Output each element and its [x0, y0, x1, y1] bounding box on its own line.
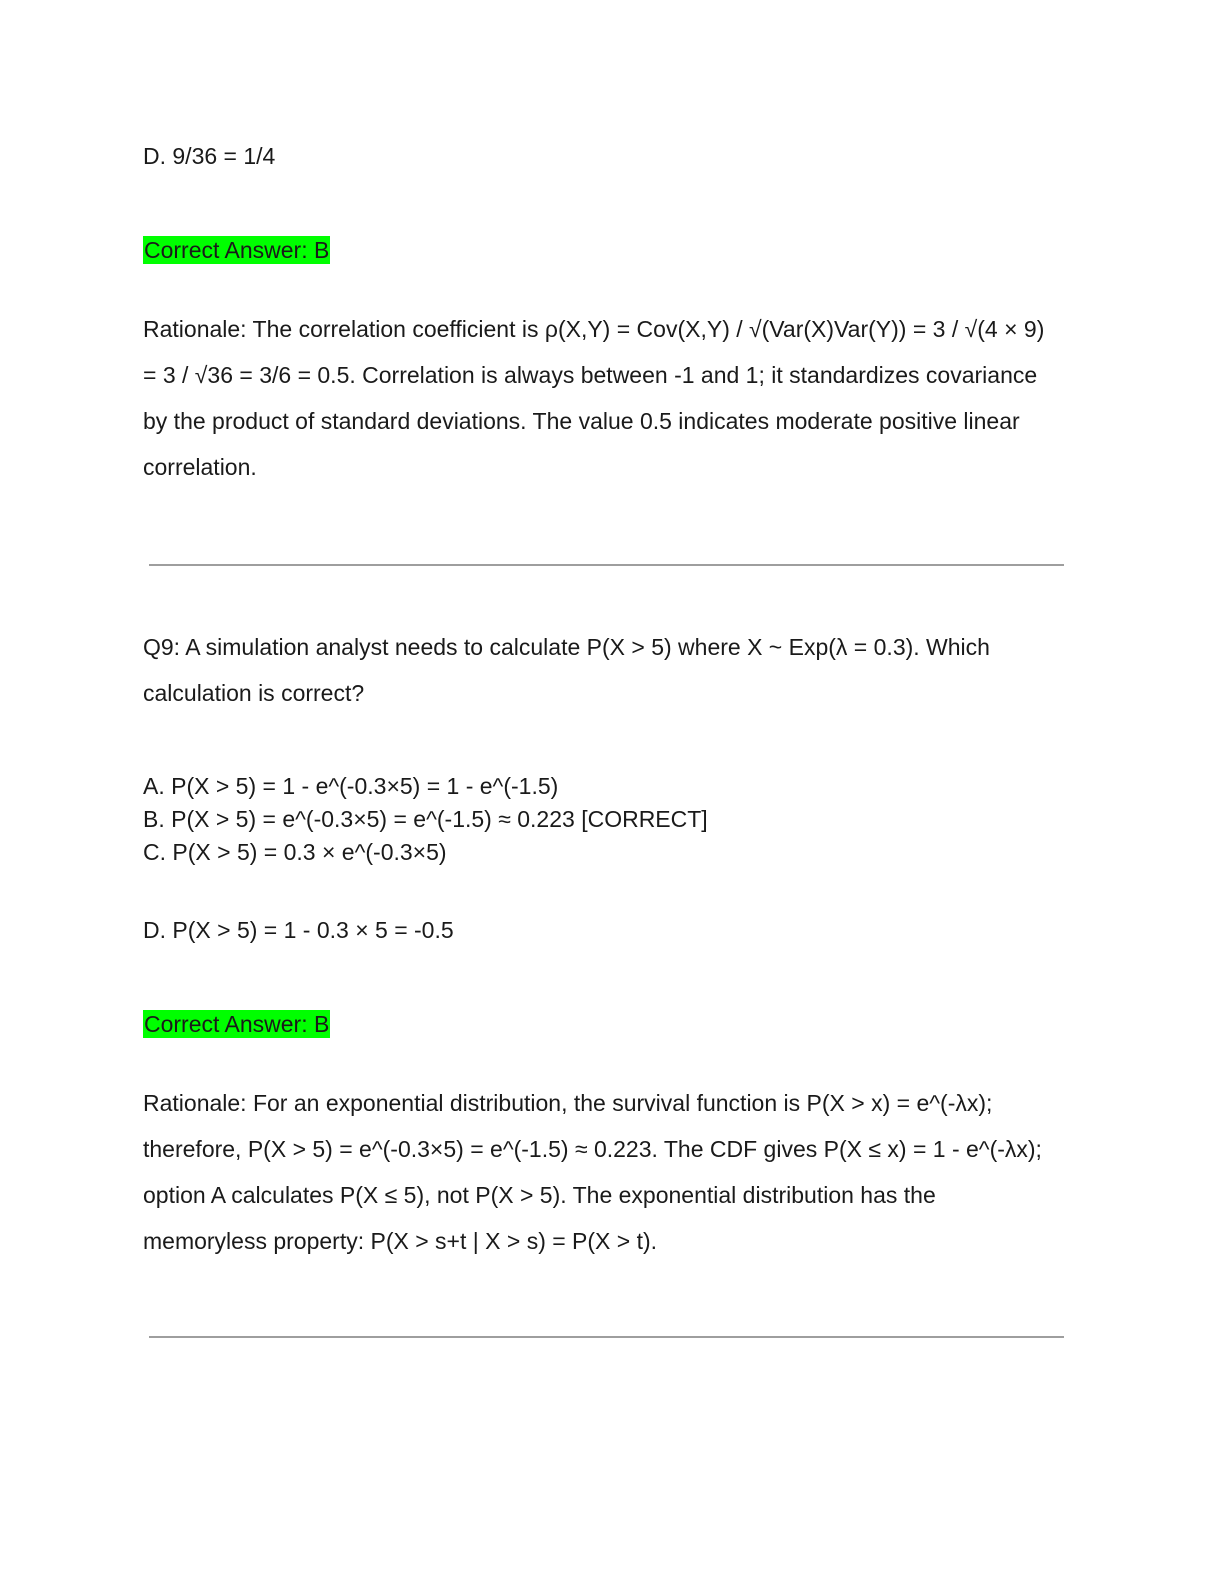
- rationale-line: = 3 / √36 = 3/6 = 0.5. Correlation is always between -1 and 1; it standardizes covariance: [143, 362, 1038, 388]
- rationale-line: memoryless property: P(X > s+t | X > s) = P(X > t).: [143, 1228, 658, 1254]
- rationale-line: correlation.: [143, 454, 257, 480]
- question-line: calculation is correct?: [143, 680, 365, 706]
- q9-option-d: D. P(X > 5) = 1 - 0.3 × 5 = -0.5: [143, 917, 454, 943]
- q9-correct-answer: [143, 1010, 330, 1038]
- rationale-line: option A calculates P(X ≤ 5), not P(X > 5). The exponential distribution has the: [143, 1182, 936, 1208]
- rationale-line: therefore, P(X > 5) = e^(-0.3×5) = e^(-1.5) ≈ 0.223. The CDF gives P(X ≤ x) = 1 - e^(-λx);: [143, 1136, 1042, 1162]
- correct-answer-highlight: Correct Answer: B: [144, 1011, 330, 1037]
- section-divider: [149, 564, 1064, 566]
- rationale-line: Rationale: The correlation coefficient is ρ(X,Y) = Cov(X,Y) / √(Var(X)Var(Y)) = 3 / √(4 × 9): [143, 316, 1045, 342]
- option-c: C. P(X > 5) = 0.3 × e^(-0.3×5): [143, 839, 447, 865]
- q8-option-d: D. 9/36 = 1/4: [143, 143, 276, 169]
- correct-answer-highlight: Correct Answer: B: [144, 237, 330, 263]
- question-line: Q9: A simulation analyst needs to calculate P(X > 5) where X ~ Exp(λ = 0.3). Which: [143, 634, 990, 660]
- rationale-line: Rationale: For an exponential distribution, the survival function is P(X > x) = e^(-λx);: [143, 1090, 993, 1116]
- section-divider: [149, 1336, 1064, 1338]
- q9-question: [143, 624, 990, 716]
- q9-rationale: [143, 1080, 1042, 1264]
- q8-correct-answer: [143, 236, 330, 264]
- option-a: A. P(X > 5) = 1 - e^(-0.3×5) = 1 - e^(-1.5): [143, 773, 559, 799]
- option-b: B. P(X > 5) = e^(-0.3×5) = e^(-1.5) ≈ 0.223 [CORRECT]: [143, 806, 708, 832]
- q9-options: [143, 770, 708, 869]
- rationale-line: by the product of standard deviations. The value 0.5 indicates moderate positive linear: [143, 408, 1020, 434]
- q8-rationale: [143, 306, 1044, 490]
